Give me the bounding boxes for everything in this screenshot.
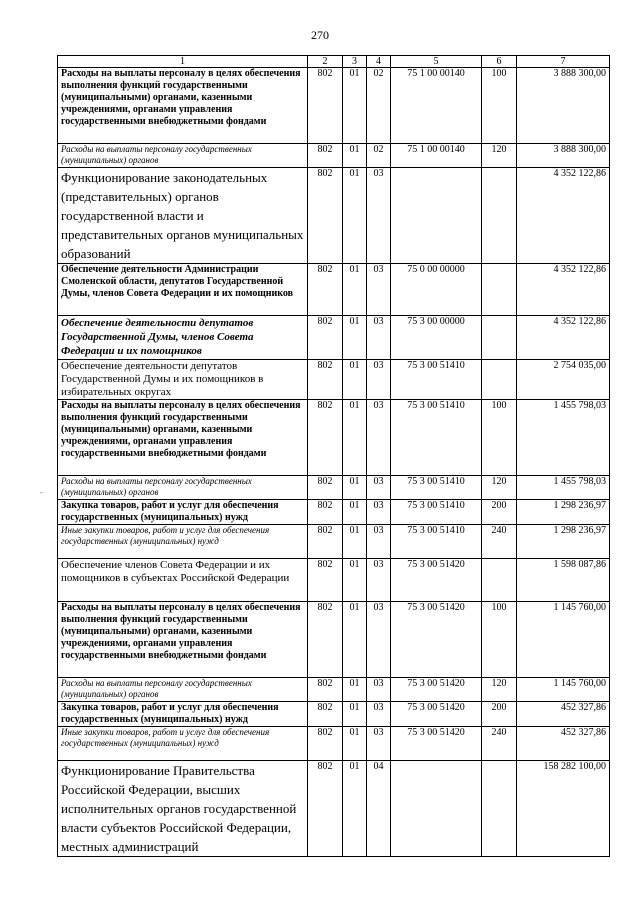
row-subsection: 03 [367,316,391,360]
row-expense-type [482,559,517,602]
row-section: 01 [343,360,367,400]
table-row [58,264,610,316]
row-subsection: 04 [367,761,391,857]
row-target-article: 75 3 00 51410 [391,500,482,525]
row-section: 01 [343,168,367,264]
row-expense-type: 100 [482,68,517,144]
row-section: 01 [343,702,367,727]
row-expense-type [482,316,517,360]
row-code: 802 [308,316,343,360]
row-target-article [391,761,482,857]
row-code: 802 [308,727,343,761]
row-section: 01 [343,68,367,144]
row-expense-type [482,360,517,400]
row-subsection: 03 [367,602,391,678]
row-name: Функционирование Правительства Российской Федерации, высших исполнительных органов государственной власти субъектов Российской Федерации, местных администраций [58,761,308,857]
row-subsection: 03 [367,400,391,476]
row-subsection: 03 [367,678,391,702]
row-name: Расходы на выплаты персоналу государственных (муниципальных) органов [58,476,308,500]
margin-mark: - [40,488,43,497]
row-code: 802 [308,702,343,727]
row-expense-type: 120 [482,678,517,702]
row-amount: 4 352 122,86 [517,316,610,360]
table-row [58,68,610,144]
table-row [58,761,610,857]
page-number: 270 [311,28,329,42]
table-row [58,360,610,400]
row-expense-type: 240 [482,525,517,559]
row-subsection: 03 [367,559,391,602]
row-subsection: 02 [367,144,391,168]
row-expense-type [482,264,517,316]
row-target-article: 75 3 00 51420 [391,702,482,727]
row-name: Обеспечение деятельности депутатов Государственной Думы, членов Совета Федерации и их помощников [58,316,308,360]
row-subsection: 02 [367,68,391,144]
row-subsection: 03 [367,702,391,727]
column-header: 2 [308,56,343,68]
row-expense-type: 100 [482,602,517,678]
row-target-article: 75 3 00 51410 [391,525,482,559]
row-name: Расходы на выплаты персоналу в целях обеспечения выполнения функций государственными (муниципальными) органами, казенными учреждениями, органами управления государственными внебюджетными фондами [58,68,308,144]
row-name: Расходы на выплаты персоналу государственных (муниципальных) органов [58,144,308,168]
row-name: Обеспечение членов Совета Федерации и их помощников в субъектах Российской Федерации [58,559,308,602]
table-row [58,316,610,360]
row-amount: 158 282 100,00 [517,761,610,857]
row-amount: 1 298 236,97 [517,500,610,525]
row-section: 01 [343,316,367,360]
row-target-article: 75 3 00 51410 [391,360,482,400]
row-amount: 1 598 087,86 [517,559,610,602]
row-section: 01 [343,476,367,500]
row-target-article: 75 1 00 00140 [391,68,482,144]
row-subsection: 03 [367,360,391,400]
row-subsection: 03 [367,500,391,525]
row-subsection: 03 [367,264,391,316]
table-row [58,525,610,559]
row-expense-type [482,761,517,857]
row-target-article: 75 3 00 51410 [391,400,482,476]
row-code: 802 [308,602,343,678]
row-code: 802 [308,559,343,602]
table-row [58,678,610,702]
row-target-article: 75 3 00 51420 [391,678,482,702]
column-header: 4 [367,56,391,68]
row-expense-type: 240 [482,727,517,761]
row-section: 01 [343,559,367,602]
column-header: 1 [58,56,308,68]
table-row [58,400,610,476]
column-header: 5 [391,56,482,68]
row-code: 802 [308,761,343,857]
row-code: 802 [308,360,343,400]
row-name: Расходы на выплаты персоналу в целях обеспечения выполнения функций государственными (муниципальными) органами, казенными учреждениями, органами управления государственными внебюджетными фондами [58,400,308,476]
row-code: 802 [308,144,343,168]
row-amount: 4 352 122,86 [517,264,610,316]
row-target-article: 75 0 00 00000 [391,264,482,316]
row-amount: 3 888 300,00 [517,144,610,168]
row-name: Обеспечение деятельности депутатов Государственной Думы и их помощников в избирательных округах [58,360,308,400]
row-section: 01 [343,400,367,476]
row-code: 802 [308,264,343,316]
table-row [58,702,610,727]
row-amount: 1 145 760,00 [517,678,610,702]
row-subsection: 03 [367,525,391,559]
row-section: 01 [343,500,367,525]
table-header-row [58,56,610,68]
row-code: 802 [308,400,343,476]
row-name: Обеспечение деятельности Администрации Смоленской области, депутатов Государственной Думы, членов Совета Федерации и их помощников [58,264,308,316]
row-amount: 3 888 300,00 [517,68,610,144]
row-name: Закупка товаров, работ и услуг для обеспечения государственных (муниципальных) нужд [58,500,308,525]
row-expense-type: 200 [482,702,517,727]
table-row [58,476,610,500]
column-header: 3 [343,56,367,68]
table-row [58,559,610,602]
row-expense-type [482,168,517,264]
row-code: 802 [308,476,343,500]
row-target-article: 75 3 00 51420 [391,727,482,761]
row-amount: 2 754 035,00 [517,360,610,400]
row-target-article: 75 3 00 51410 [391,476,482,500]
row-amount: 1 145 760,00 [517,602,610,678]
row-section: 01 [343,144,367,168]
row-name: Функционирование законодательных (представительных) органов государственной власти и представительных органов муниципальных образований [58,168,308,264]
row-subsection: 03 [367,727,391,761]
row-amount: 1 455 798,03 [517,476,610,500]
row-amount: 452 327,86 [517,727,610,761]
row-subsection: 03 [367,476,391,500]
table-row [58,144,610,168]
row-amount: 4 352 122,86 [517,168,610,264]
column-header: 7 [517,56,610,68]
row-name: Расходы на выплаты персоналу в целях обеспечения выполнения функций государственными (муниципальными) органами, казенными учреждениями, органами управления государственными внебюджетными фондами [58,602,308,678]
row-expense-type: 120 [482,144,517,168]
row-amount: 452 327,86 [517,702,610,727]
row-target-article: 75 3 00 51420 [391,602,482,678]
budget-table [57,55,610,857]
row-expense-type: 120 [482,476,517,500]
row-code: 802 [308,678,343,702]
row-amount: 1 455 798,03 [517,400,610,476]
row-section: 01 [343,727,367,761]
row-name: Закупка товаров, работ и услуг для обеспечения государственных (муниципальных) нужд [58,702,308,727]
table-row [58,602,610,678]
table-row [58,500,610,525]
row-name: Иные закупки товаров, работ и услуг для обеспечения государственных (муниципальных) нужд [58,525,308,559]
row-name: Иные закупки товаров, работ и услуг для обеспечения государственных (муниципальных) нужд [58,727,308,761]
row-section: 01 [343,602,367,678]
row-target-article: 75 1 00 00140 [391,144,482,168]
row-subsection: 03 [367,168,391,264]
row-code: 802 [308,168,343,264]
row-target-article [391,168,482,264]
row-section: 01 [343,525,367,559]
row-target-article: 75 3 00 51420 [391,559,482,602]
row-amount: 1 298 236,97 [517,525,610,559]
row-code: 802 [308,525,343,559]
row-expense-type: 100 [482,400,517,476]
row-code: 802 [308,68,343,144]
column-header: 6 [482,56,517,68]
row-name: Расходы на выплаты персоналу государственных (муниципальных) органов [58,678,308,702]
table-row [58,168,610,264]
row-target-article: 75 3 00 00000 [391,316,482,360]
row-expense-type: 200 [482,500,517,525]
row-section: 01 [343,678,367,702]
row-code: 802 [308,500,343,525]
row-section: 01 [343,264,367,316]
row-section: 01 [343,761,367,857]
table-row [58,727,610,761]
